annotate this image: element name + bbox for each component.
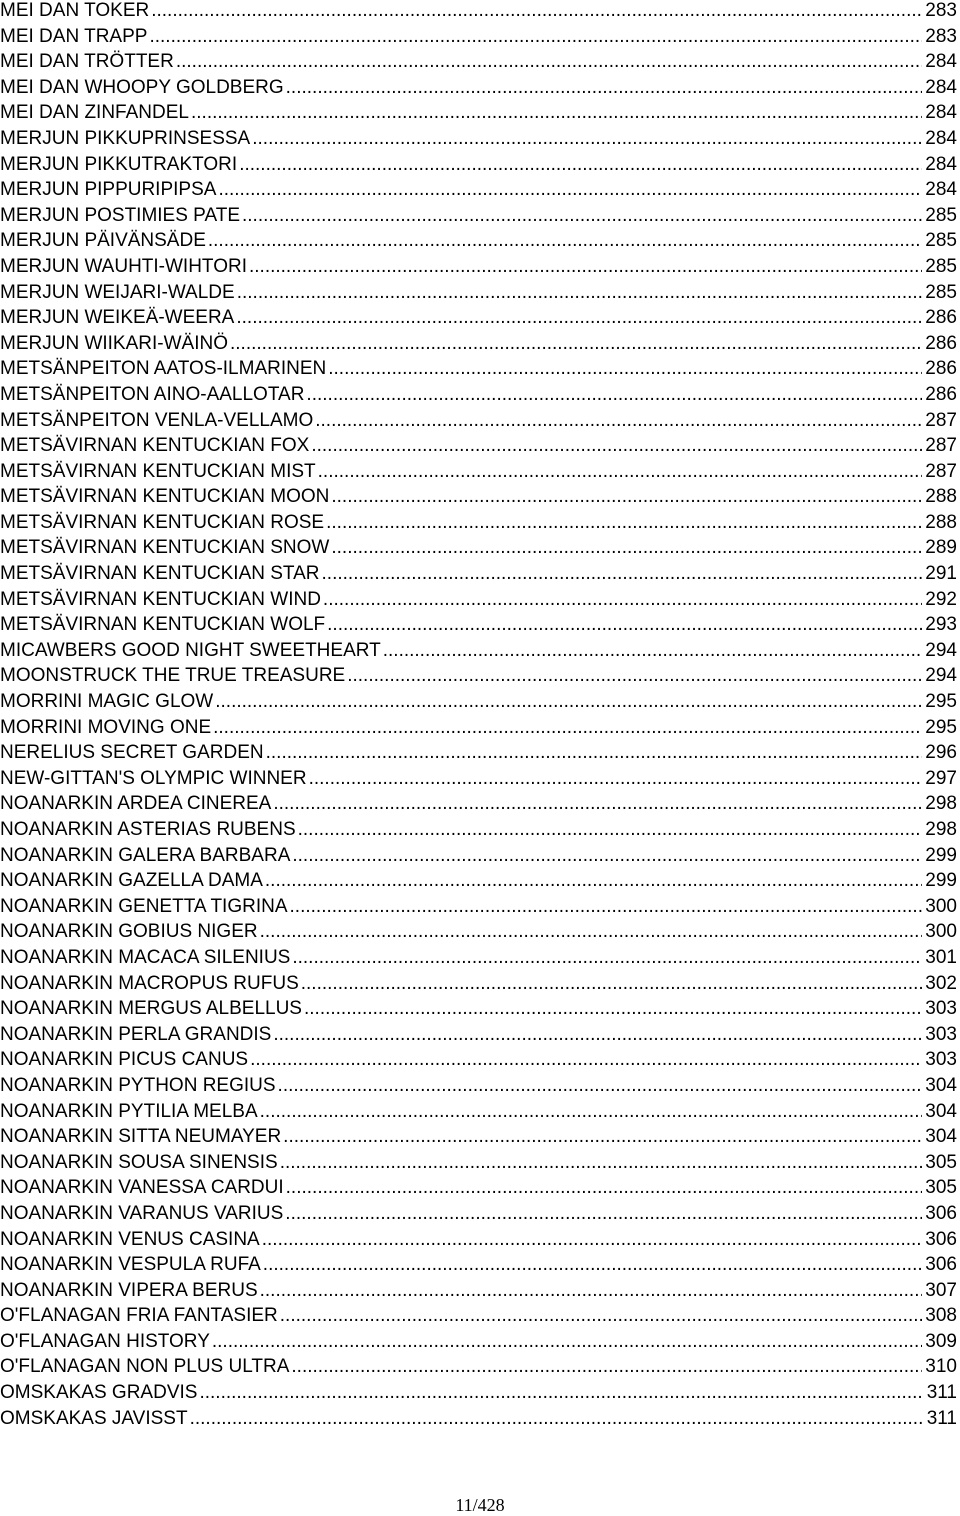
toc-entry <box>0 382 960 408</box>
toc-entry <box>0 1201 960 1227</box>
entry-page-number: 298 <box>925 819 957 840</box>
entry-page-number: 284 <box>925 51 957 73</box>
entry-page-number: 305 <box>925 1151 957 1173</box>
toc-entry <box>0 715 960 741</box>
dot-leader <box>301 971 923 997</box>
entry-title: MERJUN WAUHTI-WIHTORI <box>0 255 247 277</box>
entry-title: MERJUN PIPPURIPIPSA <box>0 179 217 201</box>
entry-page-number: 286 <box>925 332 957 354</box>
entry-page-number: 291 <box>925 563 957 585</box>
entry-page-number: 284 <box>925 102 957 124</box>
entry-page-number: 294 <box>925 665 957 687</box>
dot-leader <box>239 152 922 178</box>
toc-entry <box>0 408 960 434</box>
dot-leader <box>273 791 922 817</box>
dot-leader <box>215 689 922 715</box>
dot-leader <box>265 868 922 894</box>
toc-entry <box>0 126 960 152</box>
dot-leader <box>318 459 923 485</box>
dot-leader <box>311 433 922 459</box>
entry-page-number: 303 <box>925 1049 957 1071</box>
toc-entry <box>0 971 960 997</box>
dot-leader <box>323 587 922 613</box>
toc-entry <box>0 663 960 689</box>
dot-leader <box>290 894 923 920</box>
entry-page-number: 304 <box>925 1074 957 1096</box>
entry-title: NOANARKIN PYTHON REGIUS <box>0 1074 276 1096</box>
entry-title: NEW-GITTAN'S OLYMPIC WINNER <box>0 767 307 789</box>
entry-title: NOANARKIN VESPULA RUFA <box>0 1254 261 1276</box>
dot-leader <box>149 24 922 50</box>
entry-page-number: 304 <box>925 1126 957 1148</box>
toc-entry <box>0 894 960 920</box>
entry-title: MERJUN PIKKUPRINSESSA <box>0 127 251 149</box>
entry-page-number: 286 <box>925 358 957 380</box>
toc-entry <box>0 331 960 357</box>
entry-page-number: 288 <box>925 511 957 533</box>
toc-entry <box>0 75 960 101</box>
dot-leader <box>298 817 923 843</box>
dot-leader <box>191 100 922 126</box>
dot-leader <box>230 331 922 357</box>
dot-leader <box>218 177 922 203</box>
entry-title: NOANARKIN SOUSA SINENSIS <box>0 1151 278 1173</box>
toc-entry <box>0 1252 960 1278</box>
toc-entry <box>0 100 960 126</box>
entry-title: MERJUN WEIJARI-WALDE <box>0 281 235 303</box>
dot-leader <box>208 228 922 254</box>
entry-page-number: 286 <box>925 383 957 405</box>
entry-title: MERJUN PIKKUTRAKTORI <box>0 153 238 175</box>
entry-title: OMSKAKAS JAVISST <box>0 1407 188 1429</box>
dot-leader <box>237 280 923 306</box>
dot-leader <box>309 766 923 792</box>
entry-page-number: 310 <box>925 1356 957 1378</box>
entry-page-number: 296 <box>925 742 957 764</box>
entry-title: NOANARKIN MERGUS ALBELLUS <box>0 998 302 1020</box>
entry-page-number: 306 <box>925 1202 957 1224</box>
toc-entry <box>0 689 960 715</box>
entry-title: METSÄNPEITON AATOS-ILMARINEN <box>0 358 327 380</box>
entry-page-number: 283 <box>925 0 957 21</box>
toc-entry <box>0 356 960 382</box>
entry-page-number: 294 <box>925 639 957 661</box>
toc-entry <box>0 817 960 843</box>
entry-title: O'FLANAGAN FRIA FANTASIER <box>0 1305 278 1327</box>
entry-page-number: 283 <box>925 25 957 47</box>
toc-entry <box>0 1303 960 1329</box>
entry-page-number: 284 <box>925 179 957 201</box>
toc-entry <box>0 919 960 945</box>
entry-title: NOANARKIN VANESSA CARDUI <box>0 1177 284 1199</box>
entry-page-number: 311 <box>926 1382 957 1404</box>
entry-page-number: 285 <box>925 230 957 252</box>
entry-title: METSÄVIRNAN KENTUCKIAN FOX <box>0 435 310 457</box>
entry-title: NOANARKIN MACACA SILENIUS <box>0 946 291 968</box>
dot-leader <box>291 1354 922 1380</box>
entry-page-number: 287 <box>925 460 957 482</box>
entry-page-number: 308 <box>925 1305 957 1327</box>
entry-title: MERJUN WEIKEÄ-WEERA <box>0 307 235 329</box>
dot-leader <box>331 484 922 510</box>
dot-leader <box>260 1278 923 1304</box>
toc-entry <box>0 510 960 536</box>
toc-entry <box>0 868 960 894</box>
dot-leader <box>304 996 922 1022</box>
toc-entry <box>0 843 960 869</box>
entry-page-number: 299 <box>925 870 957 892</box>
toc-entry <box>0 254 960 280</box>
entry-page-number: 285 <box>925 255 957 277</box>
page-number: 11/428 <box>455 1495 505 1515</box>
entry-title: MEI DAN TRAPP <box>0 25 148 47</box>
dot-leader <box>280 1303 923 1329</box>
toc-entry <box>0 24 960 50</box>
dot-leader <box>315 408 922 434</box>
toc-entry <box>0 1354 960 1380</box>
entry-page-number: 292 <box>925 588 957 610</box>
entry-page-number: 287 <box>925 435 957 457</box>
dot-leader <box>212 1329 922 1355</box>
entry-title: METSÄVIRNAN KENTUCKIAN MIST <box>0 460 316 482</box>
dot-leader <box>151 0 922 24</box>
toc-entry <box>0 535 960 561</box>
entry-title: MEI DAN TRÖTTER <box>0 51 174 73</box>
toc-entry <box>0 1124 960 1150</box>
entry-page-number: 306 <box>925 1228 957 1250</box>
dot-leader <box>190 1406 924 1432</box>
entry-title: NERELIUS SECRET GARDEN <box>0 742 264 764</box>
entry-title: MOONSTRUCK THE TRUE TREASURE <box>0 665 346 687</box>
entry-title: MORRINI MOVING ONE <box>0 716 212 738</box>
dot-leader <box>283 1124 922 1150</box>
entry-title: NOANARKIN VENUS CASINA <box>0 1228 260 1250</box>
entry-title: OMSKAKAS GRADVIS <box>0 1382 198 1404</box>
entry-page-number: 298 <box>925 793 957 815</box>
toc-entry <box>0 1278 960 1304</box>
entry-page-number: 299 <box>925 844 957 866</box>
entry-title: NOANARKIN SITTA NEUMAYER <box>0 1126 282 1148</box>
dot-leader <box>260 1099 923 1125</box>
toc-entry <box>0 459 960 485</box>
toc-entry <box>0 587 960 613</box>
toc-entry <box>0 561 960 587</box>
entry-title: METSÄNPEITON VENLA-VELLAMO <box>0 409 314 431</box>
entry-page-number: 295 <box>925 691 957 713</box>
dot-leader <box>262 1227 923 1253</box>
entry-title: NOANARKIN VARANUS VARIUS <box>0 1202 284 1224</box>
entry-page-number: 311 <box>926 1407 957 1429</box>
entry-title: MERJUN WIIKARI-WÄINÖ <box>0 332 228 354</box>
toc-entry <box>0 0 960 24</box>
dot-leader <box>383 638 923 664</box>
entry-title: NOANARKIN PICUS CANUS <box>0 1049 249 1071</box>
toc-entry <box>0 280 960 306</box>
entry-page-number: 300 <box>925 895 957 917</box>
entry-title: MEI DAN WHOOPY GOLDBERG <box>0 76 284 98</box>
dot-leader <box>328 356 922 382</box>
entry-title: NOANARKIN PERLA GRANDIS <box>0 1023 272 1045</box>
dot-leader <box>292 945 922 971</box>
toc-entry <box>0 1073 960 1099</box>
dot-leader <box>306 382 922 408</box>
dot-leader <box>285 1201 922 1227</box>
entry-page-number: 304 <box>925 1100 957 1122</box>
entry-title: NOANARKIN GALERA BARBARA <box>0 844 291 866</box>
entry-title: NOANARKIN PYTILIA MELBA <box>0 1100 258 1122</box>
toc-entry <box>0 49 960 75</box>
dot-leader <box>242 203 922 229</box>
toc-entry <box>0 766 960 792</box>
dot-leader <box>327 612 922 638</box>
entry-page-number: 302 <box>925 972 957 994</box>
dot-leader <box>273 1022 922 1048</box>
toc-entry <box>0 152 960 178</box>
entry-page-number: 289 <box>925 537 957 559</box>
entry-title: NOANARKIN MACROPUS RUFUS <box>0 972 299 994</box>
dot-leader <box>278 1073 923 1099</box>
entry-title: METSÄNPEITON AINO-AALLOTAR <box>0 383 305 405</box>
entry-page-number: 288 <box>925 486 957 508</box>
entry-title: METSÄVIRNAN KENTUCKIAN WIND <box>0 588 321 610</box>
entry-page-number: 287 <box>925 409 957 431</box>
dot-leader <box>280 1150 923 1176</box>
entry-page-number: 286 <box>925 307 957 329</box>
dot-leader <box>322 561 923 587</box>
entry-page-number: 285 <box>925 204 957 226</box>
entry-page-number: 284 <box>925 127 957 149</box>
entry-page-number: 297 <box>925 767 957 789</box>
dot-leader <box>286 1175 923 1201</box>
dot-leader <box>286 75 923 101</box>
entry-title: METSÄVIRNAN KENTUCKIAN WOLF <box>0 614 326 636</box>
toc-entry <box>0 228 960 254</box>
toc-entry <box>0 1406 960 1432</box>
entry-title: MEI DAN TOKER <box>0 0 150 21</box>
toc-entry <box>0 945 960 971</box>
dot-leader <box>347 663 922 689</box>
entry-page-number: 306 <box>925 1254 957 1276</box>
entry-title: NOANARKIN GOBIUS NIGER <box>0 921 258 943</box>
entry-title: METSÄVIRNAN KENTUCKIAN MOON <box>0 486 330 508</box>
entry-title: NOANARKIN GAZELLA DAMA <box>0 870 263 892</box>
toc-entry <box>0 612 960 638</box>
toc-entry <box>0 740 960 766</box>
entry-page-number: 301 <box>925 946 957 968</box>
toc-entry <box>0 1175 960 1201</box>
entry-page-number: 307 <box>925 1279 957 1301</box>
entry-title: METSÄVIRNAN KENTUCKIAN STAR <box>0 563 320 585</box>
dot-leader <box>326 510 922 536</box>
dot-leader <box>176 49 922 75</box>
entry-title: NOANARKIN VIPERA BERUS <box>0 1279 258 1301</box>
toc-entry <box>0 177 960 203</box>
entry-title: NOANARKIN GENETTA TIGRINA <box>0 895 288 917</box>
dot-leader <box>249 254 922 280</box>
entry-title: O'FLANAGAN NON PLUS ULTRA <box>0 1356 290 1378</box>
dot-leader <box>263 1252 923 1278</box>
entry-page-number: 303 <box>925 1023 957 1045</box>
entry-page-number: 284 <box>925 153 957 175</box>
toc-entry <box>0 1329 960 1355</box>
entry-title: MERJUN POSTIMIES PATE <box>0 204 240 226</box>
toc-entry <box>0 1380 960 1406</box>
toc-entry <box>0 433 960 459</box>
toc-entry <box>0 1227 960 1253</box>
dot-leader <box>252 126 922 152</box>
entry-page-number: 309 <box>925 1330 957 1352</box>
toc-entry <box>0 1150 960 1176</box>
toc-entry <box>0 203 960 229</box>
entry-page-number: 284 <box>925 76 957 98</box>
toc-entry <box>0 1047 960 1073</box>
entry-title: MEI DAN ZINFANDEL <box>0 102 189 124</box>
entry-title: O'FLANAGAN HISTORY <box>0 1330 210 1352</box>
dot-leader <box>331 535 922 561</box>
dot-leader <box>236 305 922 331</box>
entry-title: METSÄVIRNAN KENTUCKIAN ROSE <box>0 511 325 533</box>
entry-title: MORRINI MAGIC GLOW <box>0 691 214 713</box>
dot-leader <box>260 919 923 945</box>
entry-title: MERJUN PÄIVÄNSÄDE <box>0 230 206 252</box>
dot-leader <box>266 740 923 766</box>
entry-page-number: 295 <box>925 716 957 738</box>
toc-entry <box>0 484 960 510</box>
entry-page-number: 300 <box>925 921 957 943</box>
dot-leader <box>213 715 922 741</box>
toc-entry <box>0 996 960 1022</box>
toc-entry <box>0 791 960 817</box>
toc-entry <box>0 638 960 664</box>
toc-entry <box>0 1022 960 1048</box>
toc-entry <box>0 1099 960 1125</box>
entry-title: NOANARKIN ARDEA CINEREA <box>0 793 272 815</box>
entry-page-number: 293 <box>925 614 957 636</box>
toc-entry <box>0 305 960 331</box>
entry-page-number: 303 <box>925 998 957 1020</box>
entry-title: NOANARKIN ASTERIAS RUBENS <box>0 819 296 840</box>
entry-page-number: 305 <box>925 1177 957 1199</box>
dot-leader <box>199 1380 923 1406</box>
dot-leader <box>292 843 922 869</box>
dot-leader <box>250 1047 922 1073</box>
entry-title: MICAWBERS GOOD NIGHT SWEETHEART <box>0 639 381 661</box>
entry-page-number: 285 <box>925 281 957 303</box>
entry-title: METSÄVIRNAN KENTUCKIAN SNOW <box>0 537 330 559</box>
